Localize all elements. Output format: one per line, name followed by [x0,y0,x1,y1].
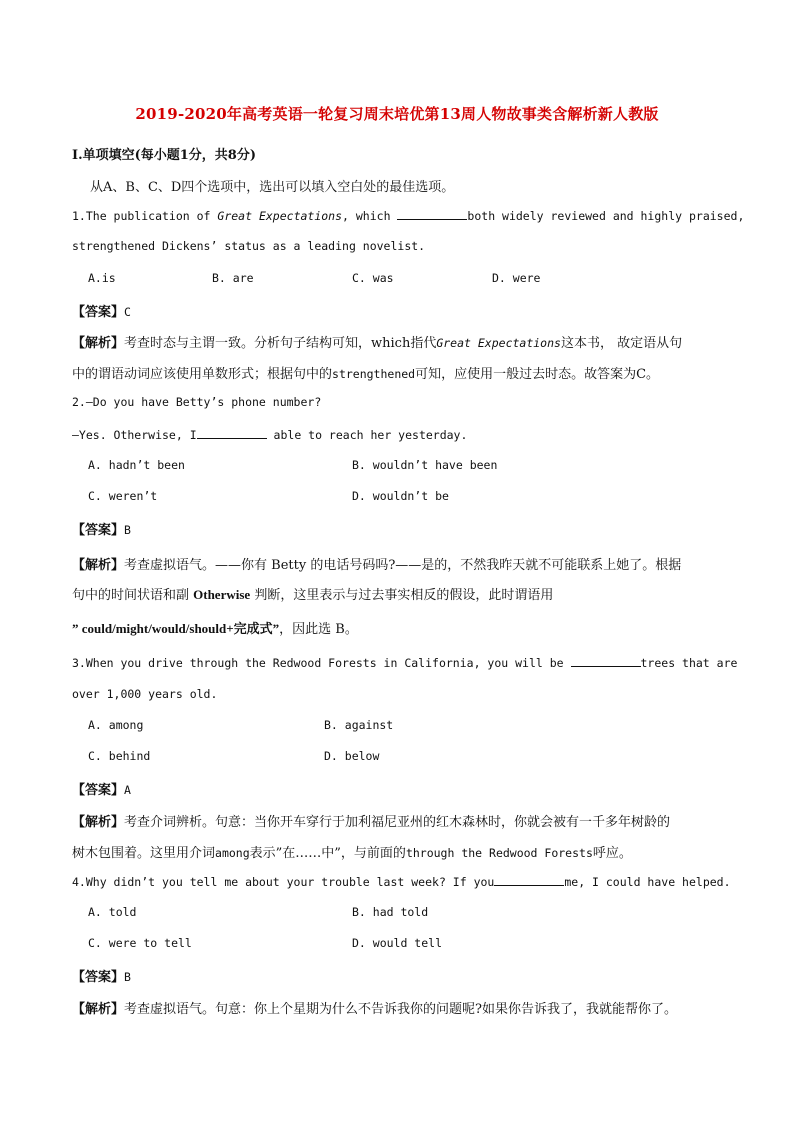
q2-option-a: A. hadn’t been [88,458,185,472]
q1-option-c: C. was [352,271,394,285]
q1-text-c: , which [342,209,398,223]
q2-exp-text-2: 句中的时间状语和副 [72,588,194,603]
q3-exp-phrase: through the Redwood Forests [405,846,593,860]
q1-explanation-line-1 [72,332,682,351]
q1-book-title: Great Expectations [217,209,343,223]
page-title: 2019-2020年高考英语一轮复习周末培优第13周人物故事类含解析新人教版 [135,105,659,123]
q1-exp-text-4: 可知，应使用一般过去时态。故答案为C。 [415,367,660,382]
q2-option-c: C. weren’t [88,489,158,503]
q4-explanation-line-1 [72,998,677,1017]
q1-exp-word: strengthened [332,367,416,381]
q2-blank [197,427,267,439]
q4-option-c: C. were to tell [88,936,192,950]
q3-text-a: 3.When you drive through the Redwood Forests in California, you will be [72,656,571,670]
q1-exp-text-3: 中的谓语动词应该使用单数形式；根据句中的 [72,367,333,382]
q1-option-b: B. are [212,271,254,285]
q3-exp-text-4: 呼应。 [592,846,632,861]
q1-text-a: 1.The publication of [72,209,218,223]
q2-answer [72,519,131,538]
q3-exp-text: 考查介词辨析。句意：当你开车穿行于加利福尼亚州的红木森林时，你就会被有一千多年树龄的 [124,815,671,830]
q1-exp-text: 考查时态与主谓一致。分析句子结构可知，which指代 [124,336,437,351]
q1-blank [397,208,467,220]
instruction-text: 从A、B、C、D四个选项中，选出可以填入空白处的最佳选项。 [90,180,455,195]
q4-blank [494,874,564,886]
q3-exp-word: among [215,846,250,860]
q1-answer [72,301,131,320]
q1-exp-text-2: 这本书， 故定语从句 [560,336,683,351]
q1-explanation-line-2 [72,363,659,382]
q4-text-b: me, I could have helped. [564,875,731,889]
q1-option-a: A.is [88,271,116,285]
q2-explanation-line-3 [72,618,358,637]
section-heading: I.单项填空(每小题1分，共8分) [72,148,256,163]
q4-answer-value: B [124,970,131,984]
q2-explanation-line-1 [72,554,681,573]
q2-option-b: B. wouldn’t have been [352,458,498,472]
q3-option-d: D. below [324,749,380,763]
q2-text-a: —Yes. Otherwise, I [72,428,197,442]
q3-exp-text-3: 表示”在……中”，与前面的 [249,846,406,861]
q1-answer-label: 【答案】 [72,305,125,320]
q3-explanation-label: 【解析】 [72,815,125,830]
q3-option-c: C. behind [88,749,151,763]
q3-answer-label: 【答案】 [72,783,125,798]
q2-exp-formula: ” could/might/would/should+完成式” [72,621,280,636]
question-3-line-2: over 1,000 years old. [72,687,218,701]
q4-option-b: B. had told [352,905,429,919]
q1-exp-book: Great Expectations [436,336,561,350]
question-1 [72,208,744,223]
q2-option-d: D. wouldn’t be [352,489,449,503]
q3-answer [72,779,131,798]
q3-answer-value: A [124,783,131,797]
q4-explanation-label: 【解析】 [72,1002,125,1017]
question-1-line-2: strengthened Dickens’ status as a leading novelist. [72,239,426,253]
q2-explanation-line-2 [72,584,553,603]
q4-option-d: D. would tell [352,936,443,950]
q3-explanation-line-2 [72,842,632,861]
q2-exp-text-3: 判断，这里表示与过去事实相反的假设，此时谓语用 [250,588,554,603]
q1-answer-value: C [124,305,131,319]
question-2: 2.—Do you have Betty’s phone number? [72,395,322,409]
q3-explanation-line-1 [72,811,670,830]
q4-option-a: A. told [88,905,137,919]
q4-answer [72,966,131,985]
q2-exp-text-4: ，因此选 B。 [279,622,358,637]
question-4 [72,874,731,889]
q2-exp-word: Otherwise [193,587,251,602]
q3-option-a: A. among [88,718,144,732]
question-2-line-2 [72,427,467,442]
q2-exp-text: 考查虚拟语气。——你有 Betty 的电话号码吗?——是的，不然我昨天就不可能联系上她了。根据 [124,558,682,573]
q4-exp-text: 考查虚拟语气。句意：你上个星期为什么不告诉我你的问题呢?如果你告诉我了，我就能帮你了。 [124,1002,677,1017]
q2-answer-value: B [124,523,131,537]
q1-text-d: both widely reviewed and highly praised, [467,209,745,223]
q3-text-b: trees that are [640,656,738,670]
q2-explanation-label: 【解析】 [72,558,125,573]
q2-answer-label: 【答案】 [72,523,125,538]
q3-option-b: B. against [324,718,394,732]
q4-text-a: 4.Why didn’t you tell me about your trouble last week? If you [72,875,495,889]
q3-exp-text-2: 树木包围着。这里用介词 [72,846,216,861]
q1-explanation-label: 【解析】 [72,336,125,351]
q3-blank [571,655,641,667]
q2-text-b: able to reach her yesterday. [266,428,468,442]
q1-option-d: D. were [492,271,541,285]
question-3 [72,655,737,670]
q4-answer-label: 【答案】 [72,970,125,985]
